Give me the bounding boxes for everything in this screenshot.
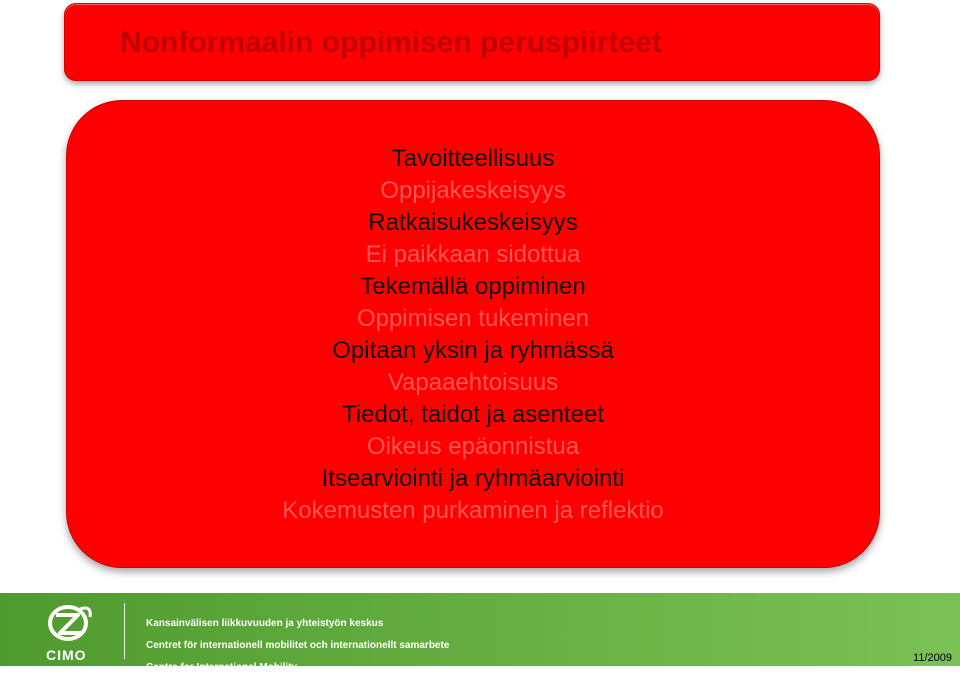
list-item: Ratkaisukeskeisyys bbox=[368, 209, 578, 236]
slide-date: 11/2009 bbox=[913, 652, 952, 664]
list-item: Oikeus epäonnistua bbox=[366, 433, 580, 460]
list-item: Oppijakeskeisyys bbox=[380, 177, 566, 204]
list-item: Vapaaehtoisuus bbox=[387, 369, 559, 396]
list-item: Opitaan yksin ja ryhmässä bbox=[332, 337, 614, 364]
feature-list bbox=[0, 143, 946, 527]
org-name-sv: Centret för internationell mobilitet och internationellt samarbete bbox=[146, 640, 450, 651]
list-item: Itsearviointi ja ryhmäarviointi bbox=[321, 465, 625, 492]
list-item: Tiedot, taidot ja asenteet bbox=[342, 401, 604, 428]
list-item: Tekemällä oppiminen bbox=[360, 273, 586, 300]
footer-bar bbox=[0, 593, 960, 673]
org-name-en: Centre for International Mobility bbox=[146, 662, 298, 673]
org-name-lines bbox=[146, 613, 449, 679]
list-item: Ei paikkaan sidottua bbox=[365, 241, 581, 268]
list-item: Oppimisen tukeminen bbox=[356, 305, 590, 332]
logo-wordmark: CIMO bbox=[46, 647, 87, 663]
org-name-fi: Kansainvälisen liikkuvuuden ja yhteistyön keskus bbox=[146, 618, 384, 629]
list-item: Tavoitteellisuus bbox=[391, 145, 555, 172]
list-item: Kokemusten purkaminen ja reflektio bbox=[282, 497, 664, 524]
slide-title: Nonformaalin oppimisen peruspiirteet bbox=[120, 26, 662, 59]
footer-divider bbox=[124, 603, 125, 659]
